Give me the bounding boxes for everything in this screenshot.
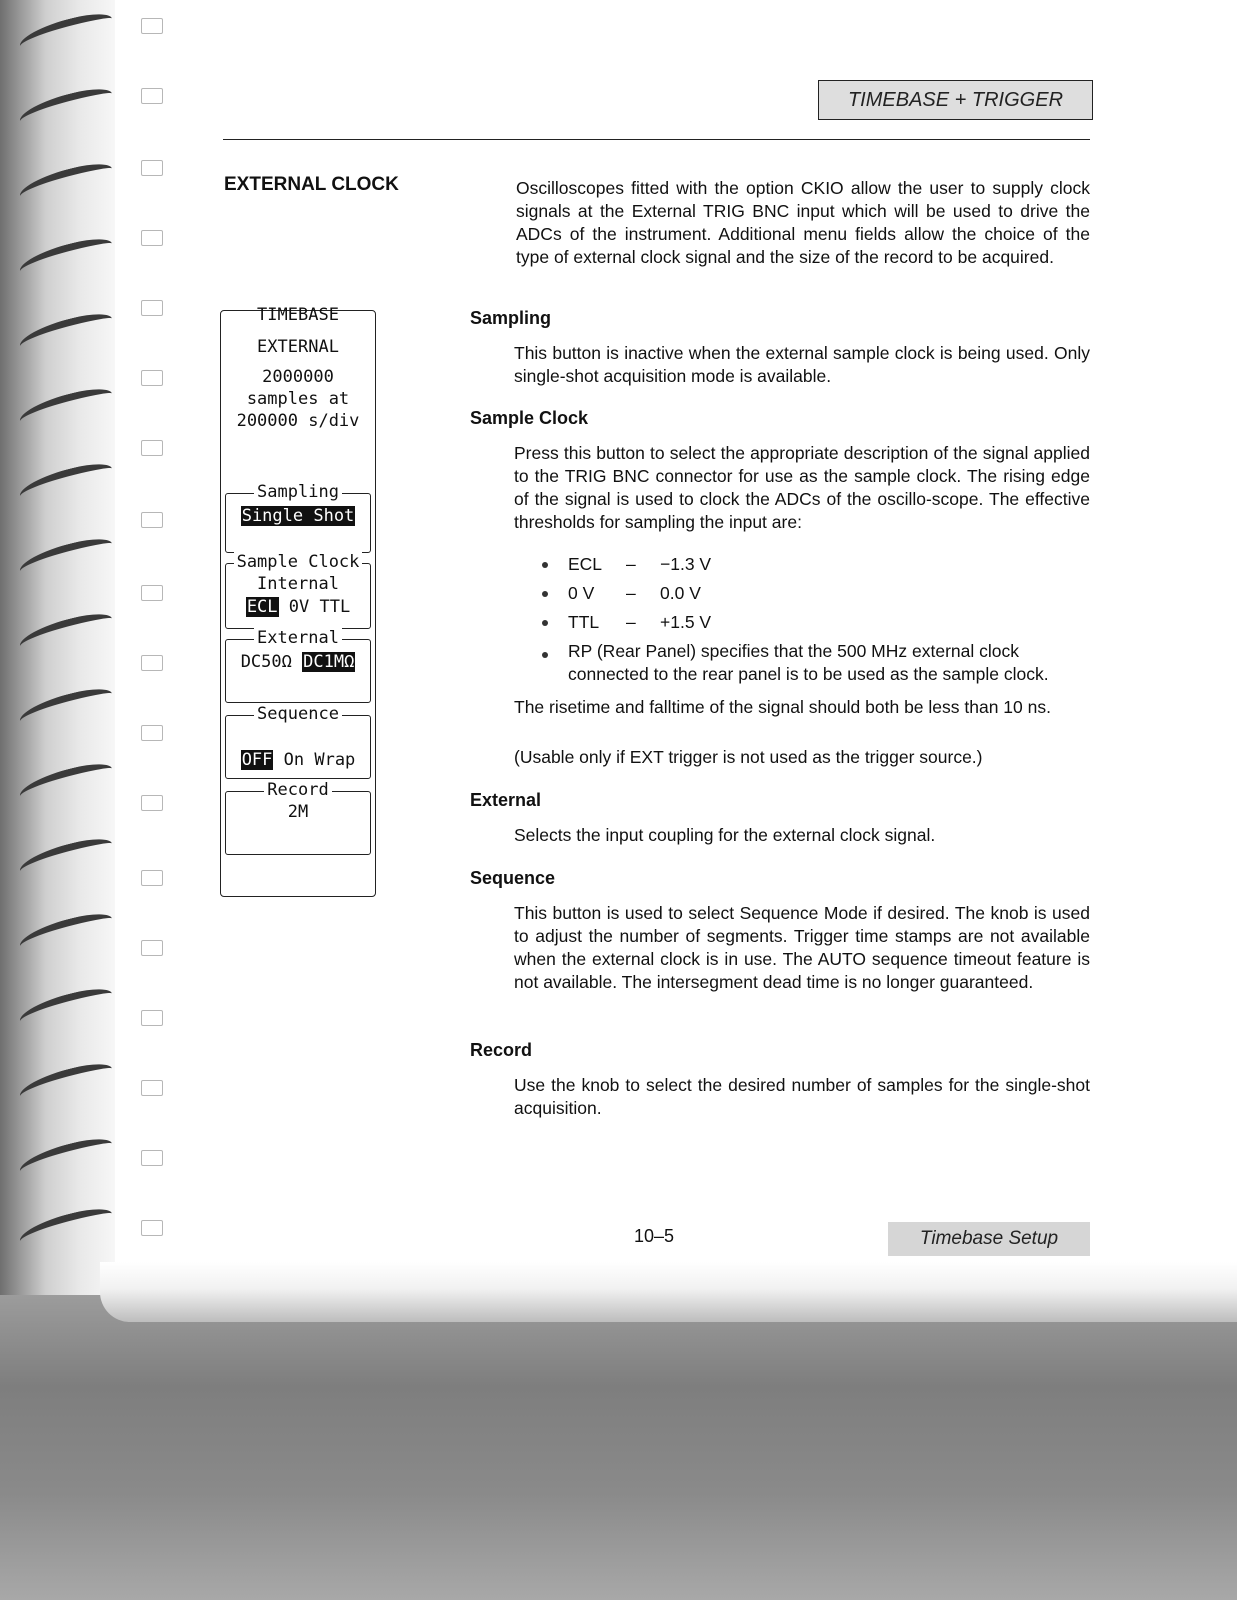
sampling-heading: Sampling [470,308,552,328]
section-title: EXTERNAL CLOCK [224,174,399,195]
sequence-text: This button is used to select Sequence Mode if desired. The knob is used to adjust the number of segments. Trigger time stamps are not available when the external clock is in use. The AUTO sequence timeout feature is not available. The intersegment dead time is no longer guaranteed. [514,903,1090,992]
external-menu-button[interactable] [225,628,371,703]
record-menu-button[interactable] [225,780,371,855]
external-text: Selects the input coupling for the external clock signal. [514,825,936,845]
intro-paragraph: Oscilloscopes fitted with the option CKIO allow the user to supply clock signals at the External TRIG BNC input which will be used to drive the ADCs of the instrument. Additional menu fields allow the choice of the type of external clock signal and the size of the record to be acquired. [516,178,1090,267]
sequence-menu-button[interactable] [225,704,371,779]
list-item: RP (Rear Panel) specifies that the 500 MHz external clock connected to the rear panel is to be used as the sample clock. [540,640,1090,686]
record-text: Use the knob to select the desired number of samples for the single-shot acquisition. [514,1075,1090,1118]
binding-holes [135,0,170,1290]
sample-clock-selected: ECL [246,597,278,617]
risetime-text: The risetime and falltime of the signal should both be less than 10 ns. [514,697,1051,717]
external-caption: External [254,628,342,648]
sample-clock-options: 0V TTL [278,597,351,617]
external-dc50: DC50Ω [240,652,292,672]
sequence-caption: Sequence [254,704,342,724]
chapter-tab [888,1222,1090,1256]
page-edge [100,1262,1237,1322]
threshold-list [540,550,1090,686]
timebase-menu-panel [220,305,376,897]
sampling-menu-button[interactable] [225,482,371,553]
menu-rate: 200000 s/div [236,411,360,431]
record-caption: Record [264,780,331,800]
sequence-heading: Sequence [470,868,556,888]
sampling-text: This button is inactive when the external sample clock is being used. Only single-shot acquisition mode is available. [514,343,1090,386]
list-item: 0 V – 0.0 V [540,579,1090,608]
sequence-selected: OFF [241,750,273,770]
usage-note: (Usable only if EXT trigger is not used as the trigger source.) [514,747,983,767]
sample-clock-internal: Internal [257,574,339,594]
list-item: TTL – +1.5 V [540,608,1090,637]
sampling-caption: Sampling [254,482,342,502]
menu-title: TIMEBASE [257,305,339,325]
sample-clock-heading: Sample Clock [470,408,589,428]
record-value: 2M [287,802,309,822]
page-number: 10–5 [634,1226,675,1246]
sample-clock-caption: Sample Clock [234,552,363,572]
record-heading: Record [470,1040,533,1060]
section-tab-label: TIMEBASE + TRIGGER [847,88,1064,111]
list-item: ECL – −1.3 V [540,550,1090,579]
menu-samples: 2000000 [262,367,334,387]
menu-samples-at: samples at [246,389,350,409]
external-heading: External [470,790,542,810]
sample-clock-menu-button[interactable] [225,552,371,629]
header-rule [223,139,1090,140]
sequence-options: On Wrap [273,750,356,770]
sampling-value: Single Shot [241,506,355,526]
section-tab [818,80,1093,120]
chapter-label: Timebase Setup [919,1228,1059,1249]
sample-clock-text: Press this button to select the appropriate description of the signal applied to the TRIG BNC connector for use as the sample clock. The rising edge of the signal is used to clock the ADCs of the oscillo-scope. The effective thresholds for sampling the input are: [514,443,1090,532]
menu-mode: EXTERNAL [257,337,339,357]
external-selected: DC1MΩ [303,652,355,672]
scan-background [0,1295,1237,1600]
